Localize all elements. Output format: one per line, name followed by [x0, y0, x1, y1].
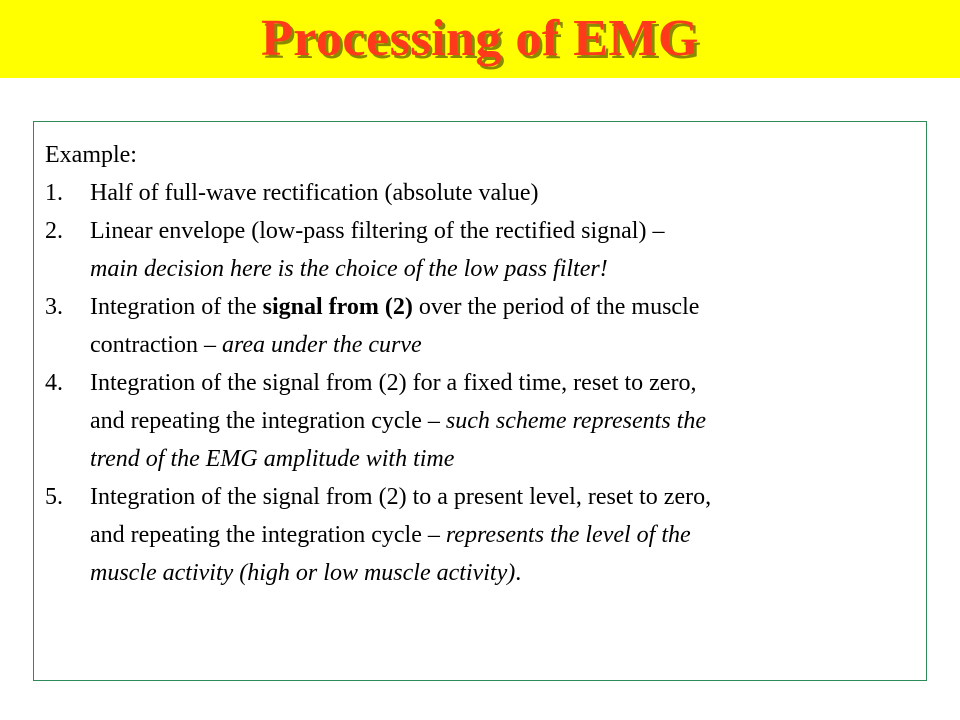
item-text: Integration of the signal from (2) for a fixed time, reset to zero, — [90, 370, 697, 396]
item-text-line — [90, 402, 916, 440]
item-text-line — [90, 516, 916, 554]
item-note: represents the level of the — [445, 522, 691, 548]
item-emphasis: signal from (2) — [262, 294, 413, 320]
list-item-3 — [45, 288, 916, 364]
list-item-4 — [45, 364, 916, 478]
item-note: such scheme represents the — [445, 408, 707, 434]
item-text: contraction – — [90, 332, 222, 358]
item-note: trend of the EMG amplitude with time — [90, 446, 455, 472]
item-text-line — [90, 554, 916, 592]
item-text: . — [515, 560, 522, 586]
content-text — [45, 136, 916, 592]
item-text: and repeating the integration cycle – — [90, 408, 446, 434]
item-number: 4. — [45, 370, 63, 396]
list-item-1 — [45, 174, 916, 212]
list-item-5 — [45, 478, 916, 592]
item-text: over the period of the muscle — [412, 294, 700, 320]
item-note: area under the curve — [221, 332, 422, 358]
item-text: Half of full-wave rectification (absolute value) — [90, 180, 539, 206]
item-number: 1. — [45, 180, 63, 206]
content-box — [33, 121, 927, 681]
item-text-line — [90, 288, 916, 326]
slide-title: Processing of EMG — [261, 10, 699, 67]
item-text-line — [90, 326, 916, 364]
item-text: and repeating the integration cycle – — [90, 522, 446, 548]
item-number: 5. — [45, 484, 63, 510]
item-text: Integration of the signal from (2) to a present level, reset to zero, — [90, 484, 712, 510]
item-text: Linear envelope (low-pass filtering of the rectified signal) – — [90, 218, 665, 244]
item-number: 3. — [45, 294, 63, 320]
item-note: main decision here is the choice of the low pass filter! — [90, 256, 608, 282]
intro-label: Example: — [45, 142, 137, 168]
list-item-2 — [45, 212, 916, 288]
item-number: 2. — [45, 218, 63, 244]
item-text: Integration of the — [90, 294, 263, 320]
item-note: muscle activity (high or low muscle activity) — [90, 560, 516, 586]
